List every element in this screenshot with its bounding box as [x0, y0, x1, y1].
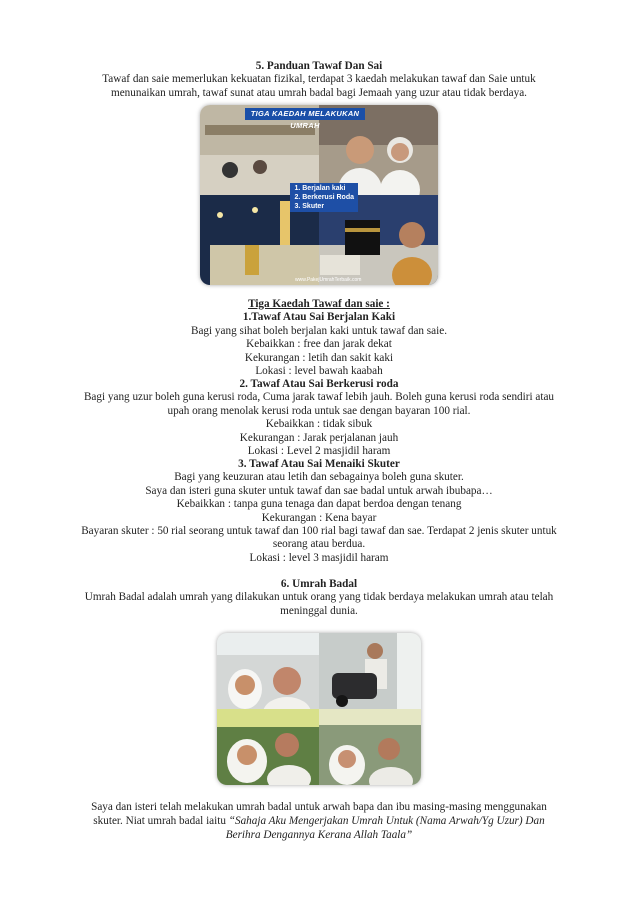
umrah-badal-photo [217, 633, 421, 785]
section-5 [40, 60, 598, 100]
niat-quote-part-2: Berihra Dengannya Kerana Allah Taala” [225, 829, 413, 841]
closing-line-3 [30, 828, 608, 842]
niat-quote-part-1: “Sahaja Aku Mengerjakan Umrah Untuk (Nama Arwah/Yg Uzur) Dan [228, 815, 545, 827]
method-3-desc-line-1: Bagi yang keuzuran atau letih dan sebagainya boleh guna skuter. [174, 471, 464, 484]
methods-heading: Tiga Kaedah Tawaf dan saie : [248, 298, 390, 310]
method-1-title: 1.Tawaf Atau Sai Berjalan Kaki [242, 311, 396, 324]
collage-method-list [290, 183, 358, 212]
collage-method-2: 2. Berkerusi Roda [294, 194, 354, 201]
collage-watermark: www.PakejUmrahTerbaik.com [295, 277, 362, 283]
section-5-intro-line-2: menunaikan umrah, tawaf sunat atau umrah badal bagi Jemaah yang uzur atau tidak berdaya. [111, 86, 527, 99]
method-1-desc: Bagi yang sihat boleh berjalan kaki untuk tawaf dan saie. [191, 324, 447, 337]
closing-paragraph [30, 800, 608, 842]
section-6-desc-line-1: Umrah Badal adalah umrah yang dilakukan untuk orang yang tidak berdaya melakukan umrah atau telah [84, 591, 554, 604]
method-3-con: Kekurangan : Kena bayar [261, 511, 377, 524]
section-6 [20, 578, 618, 618]
method-2-desc-line-1: Bagi yang uzur boleh guna kerusi roda, Cuma jarak tawaf lebih jauh. Boleh guna kerusi roda sendiri atau [83, 391, 555, 404]
scooter-photo-image [217, 633, 421, 785]
method-1-pro: Kebaikkan : free dan jarak dekat [246, 338, 392, 351]
methods-section [40, 298, 598, 378]
closing-line-2-text: skuter. Niat umrah badal iaitu [93, 815, 229, 827]
method-2-pro: Kebaikkan : tidak sibuk [265, 418, 373, 431]
method-2-title: 2. Tawaf Atau Sai Berkerusi roda [239, 378, 399, 390]
method-3-location: Lokasi : level 3 masjidil haram [249, 551, 389, 564]
method-2-con: Kekurangan : Jarak perjalanan jauh [239, 431, 399, 444]
method-2-location: Lokasi : Level 2 masjidil haram [247, 445, 391, 458]
method-3-price-line-2: seorang atau berdua. [272, 538, 366, 551]
collage-method-3: 3. Skuter [294, 203, 325, 210]
section-6-desc-line-2: meninggal dunia. [280, 604, 358, 617]
section-6-title: 6. Umrah Badal [280, 578, 358, 590]
method-2-desc-line-2: upah orang menolak kerusi roda untuk sae dengan bayaran 100 rial. [167, 404, 471, 417]
method-1-location: Lokasi : level bawah kaabah [255, 365, 383, 378]
method-1-con: Kekurangan : letih dan sakit kaki [244, 351, 394, 364]
method-3-desc-line-2: Saya dan isteri guna skuter untuk tawaf dan sae badal untuk arwah ibubapa… [145, 484, 493, 497]
section-5-intro-line-1: Tawaf dan saie memerlukan kekuatan fizikal, terdapat 3 kaedah melakukan tawaf dan Saie untuk [102, 73, 536, 86]
section-5-title: 5. Panduan Tawaf Dan Sai [255, 60, 383, 72]
method-3-price-line-1: Bayaran skuter : 50 rial seorang untuk tawaf dan 100 rial bagi tawaf dan sae. Terdapat 2 jenis skuter untuk [81, 525, 557, 538]
collage-method-1: 1. Berjalan kaki [294, 185, 346, 192]
closing-line-1: Saya dan isteri telah melakukan umrah badal untuk arwah bapa dan ibu masing-masing menggunakan [91, 801, 547, 813]
collage-banner: TIGA KAEDAH MELAKUKAN UMRAH [245, 108, 365, 120]
method-3-pro: Kebaikkan : tanpa guna tenaga dan dapat berdoa dengan tenang [176, 498, 462, 511]
method-3-section [20, 458, 618, 565]
closing-line-2 [30, 814, 608, 828]
method-2-section [20, 378, 618, 458]
tawaf-methods-photo [200, 105, 438, 285]
method-3-title: 3. Tawaf Atau Sai Menaiki Skuter [238, 458, 400, 470]
